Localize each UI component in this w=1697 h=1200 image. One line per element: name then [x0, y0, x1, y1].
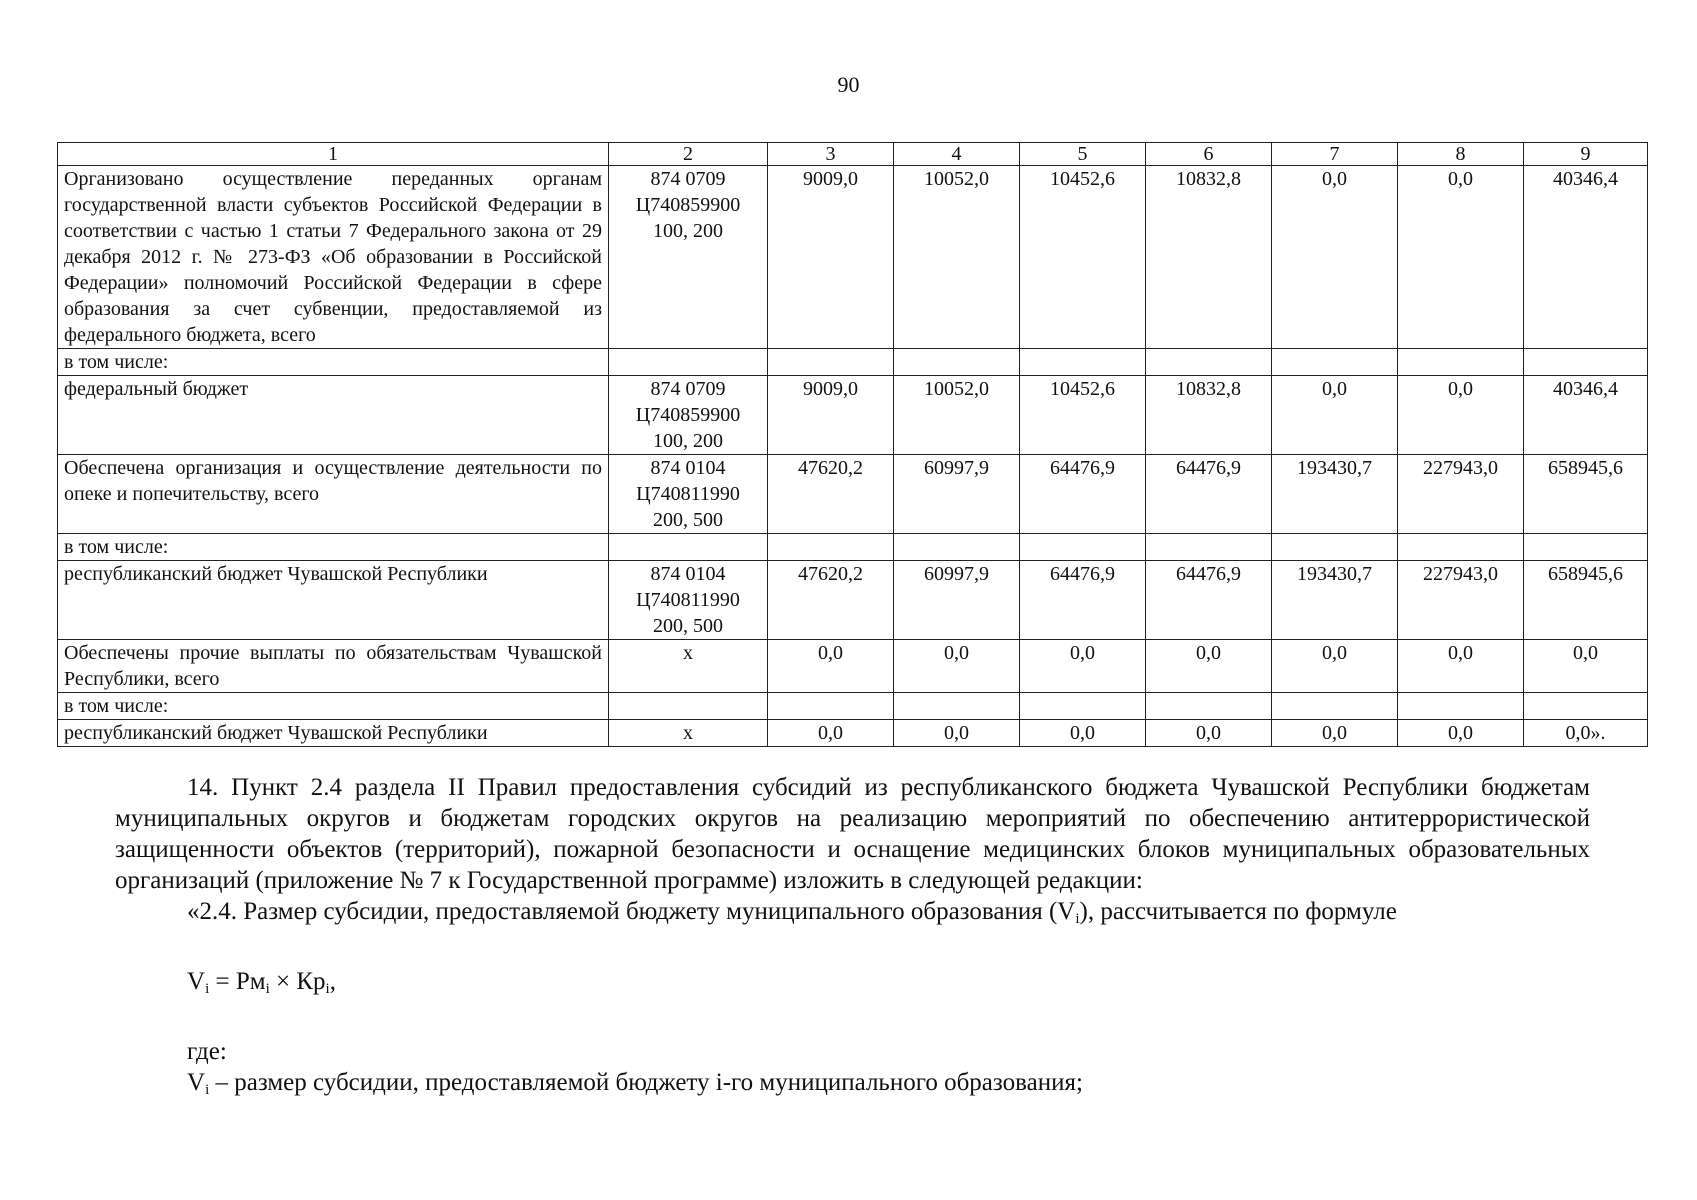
value-cell: 193430,7	[1272, 455, 1398, 534]
budget-code-line: 100, 200	[653, 220, 723, 242]
where-label: где:	[187, 1038, 227, 1065]
value-cell: 40346,4	[1524, 376, 1648, 455]
column-header: 7	[1272, 143, 1398, 166]
table-row	[58, 376, 1648, 455]
row-label: в том числе:	[58, 349, 609, 376]
value-cell: 64476,9	[1020, 455, 1146, 534]
value-cell	[894, 349, 1020, 376]
value-cell	[1524, 349, 1648, 376]
value-cell: 40346,4	[1524, 166, 1648, 349]
column-header: 5	[1020, 143, 1146, 166]
budget-code	[609, 376, 768, 455]
body-text	[115, 772, 1590, 1106]
vi-definition	[115, 1067, 1590, 1106]
budget-code	[609, 349, 768, 376]
value-cell: 64476,9	[1146, 561, 1272, 640]
value-cell	[1272, 534, 1398, 561]
table-row	[58, 640, 1648, 693]
page-number: 90	[837, 72, 860, 97]
formula-v: V	[187, 968, 206, 995]
vi-definition-text: – размер субсидии, предоставляемой бюджету i-го муниципального образования;	[209, 1069, 1083, 1096]
value-cell: 0,0	[1146, 720, 1272, 747]
budget-code-line: Ц740859900	[635, 194, 741, 216]
value-cell	[1398, 693, 1524, 720]
row-label: республиканский бюджет Чувашской Республики	[58, 561, 609, 640]
value-cell	[1398, 349, 1524, 376]
value-cell	[768, 693, 894, 720]
value-cell: 60997,9	[894, 561, 1020, 640]
budget-code-line: 874 0709	[650, 168, 726, 190]
budget-code-line: Ц740811990	[636, 483, 740, 505]
budget-code	[609, 455, 768, 534]
table-row	[58, 349, 1648, 376]
value-cell: 10452,6	[1020, 166, 1146, 349]
value-cell: 47620,2	[768, 561, 894, 640]
value-cell: 0,0	[1272, 720, 1398, 747]
value-cell: 227943,0	[1398, 561, 1524, 640]
column-header: 9	[1524, 143, 1648, 166]
column-header: 6	[1146, 143, 1272, 166]
value-cell: 658945,6	[1524, 455, 1648, 534]
budget-code-line: 200, 500	[653, 615, 723, 637]
column-header: 4	[894, 143, 1020, 166]
value-cell	[1272, 349, 1398, 376]
formula-kr: × Кр	[269, 968, 326, 995]
value-cell: 10052,0	[894, 376, 1020, 455]
value-cell: 0,0	[1398, 376, 1524, 455]
subscript: i	[1075, 911, 1080, 927]
vi-symbol: V	[187, 1069, 206, 1096]
value-cell	[1020, 534, 1146, 561]
value-cell: 658945,6	[1524, 561, 1648, 640]
value-cell: 0,0	[768, 720, 894, 747]
value-cell	[768, 349, 894, 376]
table-row	[58, 534, 1648, 561]
subscript: i	[265, 981, 270, 997]
value-cell: 0,0	[1398, 640, 1524, 693]
value-cell: 0,0	[894, 720, 1020, 747]
value-cell: 0,0	[1272, 376, 1398, 455]
budget-code	[609, 561, 768, 640]
budget-code-line: 100, 200	[653, 430, 723, 452]
row-label: республиканский бюджет Чувашской Республики	[58, 720, 609, 747]
budget-code-line: 874 0709	[650, 378, 726, 400]
column-header: 1	[58, 143, 609, 166]
subscript: i	[205, 981, 210, 997]
value-cell	[1020, 349, 1146, 376]
paragraph-2-4-after: ), рассчитывается по формуле	[1079, 898, 1397, 925]
budget-code	[609, 640, 768, 693]
value-cell: 0,0».	[1524, 720, 1648, 747]
budget-code-line: 200, 500	[653, 509, 723, 531]
paragraph-2-4-before: «2.4. Размер субсидии, предоставляемой бюджету муниципального образования (V	[187, 898, 1076, 925]
value-cell: 64476,9	[1146, 455, 1272, 534]
value-cell	[768, 534, 894, 561]
value-cell	[1272, 693, 1398, 720]
budget-code-line: 874 0104	[650, 563, 726, 585]
column-header: 3	[768, 143, 894, 166]
value-cell	[1524, 534, 1648, 561]
table-row	[58, 720, 1648, 747]
subscript: i	[325, 981, 330, 997]
column-header: 8	[1398, 143, 1524, 166]
column-header: 2	[609, 143, 768, 166]
formula	[115, 966, 1590, 1005]
budget-code	[609, 720, 768, 747]
value-cell: 9009,0	[768, 166, 894, 349]
budget-code-line: 874 0104	[650, 457, 726, 479]
table-row	[58, 693, 1648, 720]
formula-pm: = Рм	[209, 968, 266, 995]
paragraph-2-4	[115, 896, 1590, 935]
budget-code	[609, 166, 768, 349]
budget-code	[609, 693, 768, 720]
value-cell: 0,0	[1272, 640, 1398, 693]
budget-code-line: x	[683, 642, 693, 664]
value-cell	[1146, 349, 1272, 376]
value-cell	[1398, 534, 1524, 561]
value-cell: 0,0	[1146, 640, 1272, 693]
value-cell: 0,0	[894, 640, 1020, 693]
value-cell: 0,0	[1020, 640, 1146, 693]
row-label: в том числе:	[58, 534, 609, 561]
value-cell	[1146, 693, 1272, 720]
paragraph-14: 14. Пункт 2.4 раздела II Правил предоставления субсидий из республиканского бюджета Чувашской Республики бюджетам муниципальных округов и бюджетам городских округов на реализацию мероприятий по обеспечению антитеррористической защищенности объектов (территорий), пожарной безопасности и оснащение медицинских блоков муниципальных образовательных организаций (приложение № 7 к Государственной программе) изложить в следующей редакции:	[115, 774, 1590, 894]
row-label: Организовано осуществление переданных органам государственной власти субъектов Российской Федерации в соответствии с частью 1 статьи 7 Федерального закона от 29 декабря 2012 г. № 273-ФЗ «Об образовании в Российской Федерации» полномочий Российской Федерации в сфере образования за счет субвенции, предоставляемой из федерального бюджета, всего	[58, 166, 609, 349]
table-body	[58, 166, 1648, 747]
value-cell: 10052,0	[894, 166, 1020, 349]
value-cell	[894, 693, 1020, 720]
budget-code-line: Ц740859900	[635, 404, 741, 426]
value-cell: 0,0	[1020, 720, 1146, 747]
subscript: i	[205, 1082, 210, 1098]
value-cell: 0,0	[1524, 640, 1648, 693]
table-header-row	[58, 143, 1648, 166]
value-cell: 0,0	[768, 640, 894, 693]
row-label: федеральный бюджет	[58, 376, 609, 455]
value-cell: 47620,2	[768, 455, 894, 534]
value-cell	[894, 534, 1020, 561]
value-cell: 9009,0	[768, 376, 894, 455]
value-cell: 10452,6	[1020, 376, 1146, 455]
value-cell	[1020, 693, 1146, 720]
value-cell: 10832,8	[1146, 166, 1272, 349]
table-row	[58, 561, 1648, 640]
row-label: в том числе:	[58, 693, 609, 720]
table-row	[58, 166, 1648, 349]
budget-code	[609, 534, 768, 561]
value-cell	[1146, 534, 1272, 561]
value-cell: 0,0	[1272, 166, 1398, 349]
row-label: Обеспечены прочие выплаты по обязательствам Чувашской Республики, всего	[58, 640, 609, 693]
value-cell: 227943,0	[1398, 455, 1524, 534]
value-cell: 64476,9	[1020, 561, 1146, 640]
budget-code-line: Ц740811990	[636, 589, 740, 611]
formula-end: ,	[329, 968, 336, 995]
table-row	[58, 455, 1648, 534]
value-cell: 60997,9	[894, 455, 1020, 534]
row-label: Обеспечена организация и осуществление деятельности по опеке и попечительству, всего	[58, 455, 609, 534]
value-cell: 0,0	[1398, 720, 1524, 747]
value-cell: 193430,7	[1272, 561, 1398, 640]
value-cell: 0,0	[1398, 166, 1524, 349]
value-cell: 10832,8	[1146, 376, 1272, 455]
value-cell	[1524, 693, 1648, 720]
budget-table	[57, 142, 1648, 747]
budget-code-line: x	[683, 722, 693, 744]
